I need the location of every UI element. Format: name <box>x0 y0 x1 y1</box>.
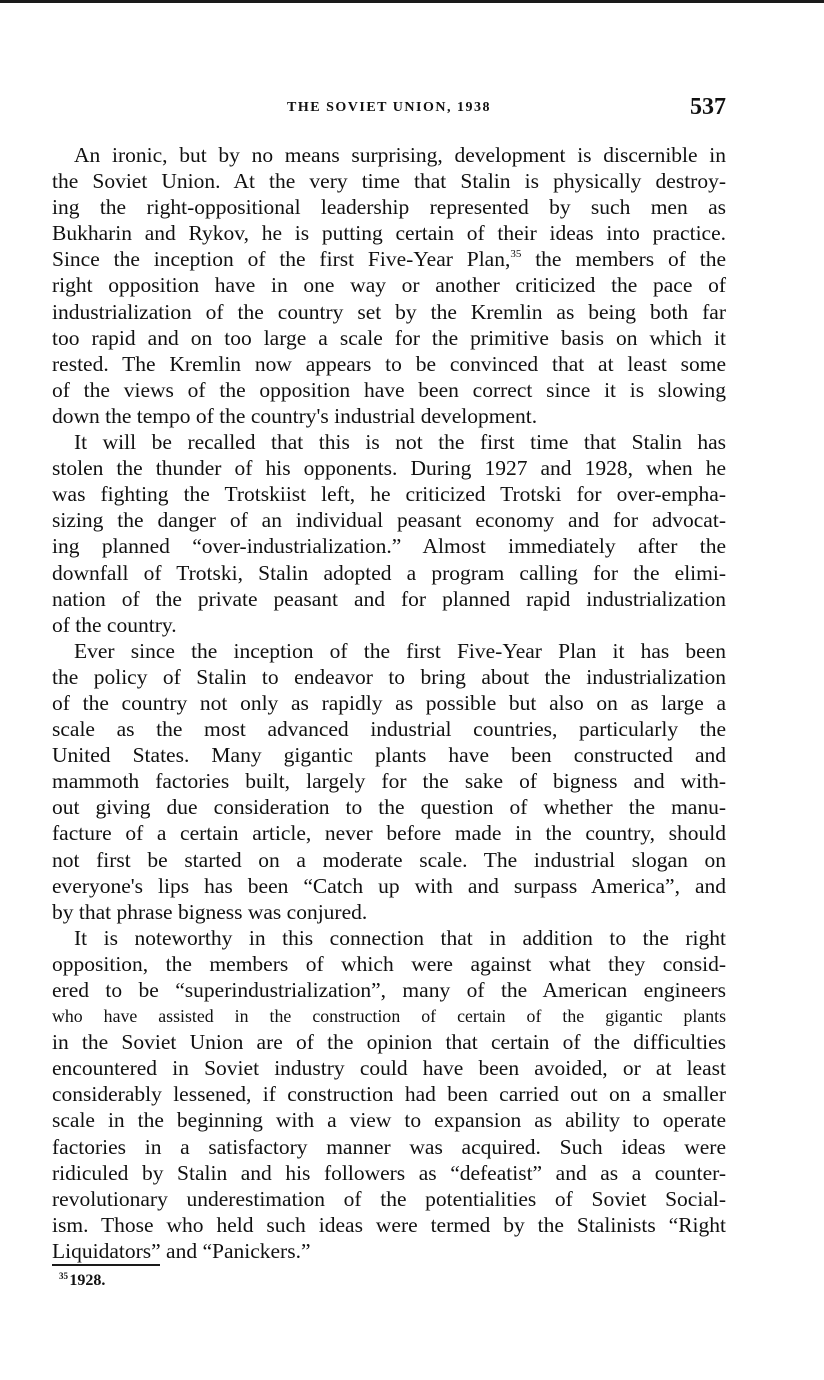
text-line: was fighting the Trotskiist left, he criticized Trotski for over-empha- <box>52 482 726 507</box>
text-line: opposition, the members of which were against what they consid- <box>52 951 726 976</box>
text-line: down the tempo of the country's industrial development. <box>52 403 538 428</box>
text-line: in the Soviet Union are of the opinion that certain of the difficulties <box>52 1030 726 1055</box>
text-line: ing planned “over-industrialization.” Almost immediately after the <box>52 534 726 559</box>
text-line: right opposition have in one way or another criticized the pace of <box>52 273 726 298</box>
text-line: the policy of Stalin to endeavor to bring about the industrialization <box>52 664 726 689</box>
text-line: industrialization of the country set by the Kremlin as being both far <box>52 299 726 324</box>
text-line: rested. The Kremlin now appears to be convinced that at least some <box>52 351 726 376</box>
text-line: stolen the thunder of his opponents. During 1927 and 1928, when he <box>52 456 726 481</box>
text-line: too rapid and on too large a scale for the primitive basis on which it <box>52 325 726 350</box>
footnote-rule <box>52 1264 160 1266</box>
text-line: Ever since the inception of the first Five-Year Plan it has been <box>74 638 726 663</box>
text-line-with-footnote <box>52 246 726 272</box>
text-segment: Since the inception of the first Five-Year Plan, <box>52 247 511 272</box>
text-line: It will be recalled that this is not the first time that Stalin has <box>74 430 726 455</box>
text-line: factories in a satisfactory manner was acquired. Such ideas were <box>52 1134 726 1159</box>
text-line: sizing the danger of an individual peasant economy and for advocat- <box>52 508 726 533</box>
text-line: of the country. <box>52 612 177 637</box>
text-line: encountered in Soviet industry could have been avoided, or at least <box>52 1056 726 1081</box>
text-line: An ironic, but by no means surprising, development is discernible in <box>74 143 726 167</box>
text-line: facture of a certain article, never before made in the country, should <box>52 821 726 846</box>
text-line: scale in the beginning with a view to expansion as ability to operate <box>52 1108 726 1133</box>
text-line: out giving due consideration to the question of whether the manu- <box>52 795 726 820</box>
text-line: ism. Those who held such ideas were termed by the Stalinists “Right <box>52 1212 726 1237</box>
running-head <box>52 94 726 124</box>
text-line: ing the right-oppositional leadership represented by such men as <box>52 195 726 220</box>
text-line: mammoth factories built, largely for the sake of bigness and with- <box>52 769 726 794</box>
body-text <box>52 142 726 1264</box>
text-segment: the members of the <box>521 247 726 272</box>
text-line: It is noteworthy in this connection that in addition to the right <box>74 925 726 950</box>
text-line: everyone's lips has been “Catch up with and surpass America”, and <box>52 873 726 898</box>
footnote-reference: 35 <box>510 248 522 261</box>
footnote-text: 1928. <box>69 1272 106 1289</box>
paragraph-4 <box>52 925 726 1264</box>
paragraph-1 <box>52 142 726 429</box>
footnote <box>59 1272 105 1290</box>
text-line: nation of the private peasant and for planned rapid industrialization <box>52 586 726 611</box>
text-line: by that phrase bigness was conjured. <box>52 899 368 924</box>
paragraph-2 <box>52 429 726 638</box>
text-line: ered to be “superindustrialization”, many of the American engineers <box>52 978 726 1002</box>
text-line: Liquidators” and “Panickers.” <box>52 1238 311 1263</box>
text-line: United States. Many gigantic plants have been constructed and <box>52 743 726 768</box>
top-edge-rule <box>0 0 824 3</box>
text-line: of the country not only as rapidly as possible but also on as large a <box>52 690 726 715</box>
text-line: of the views of the opposition have been correct since it is slowing <box>52 377 726 402</box>
running-title: THE SOVIET UNION, 1938 <box>287 100 491 115</box>
text-line: Bukharin and Rykov, he is putting certain of their ideas into practice. <box>52 221 726 246</box>
text-line: considerably lessened, if construction had been carried out on a smaller <box>52 1082 726 1107</box>
text-line: the Soviet Union. At the very time that Stalin is physically destroy- <box>52 169 726 194</box>
text-line: not first be started on a moderate scale. The industrial slogan on <box>52 847 726 872</box>
page-number: 537 <box>690 94 726 120</box>
text-line: scale as the most advanced industrial countries, particularly the <box>52 717 726 742</box>
text-line: who have assisted in the construction of certain of the gigantic plants <box>52 1006 726 1027</box>
footnote-marker: 35 <box>59 1271 68 1281</box>
text-line: revolutionary underestimation of the potentialities of Soviet Social- <box>52 1186 726 1211</box>
paragraph-3 <box>52 638 726 925</box>
text-line: downfall of Trotski, Stalin adopted a program calling for the elimi- <box>52 560 726 585</box>
text-line: ridiculed by Stalin and his followers as “defeatist” and as a counter- <box>52 1160 726 1185</box>
